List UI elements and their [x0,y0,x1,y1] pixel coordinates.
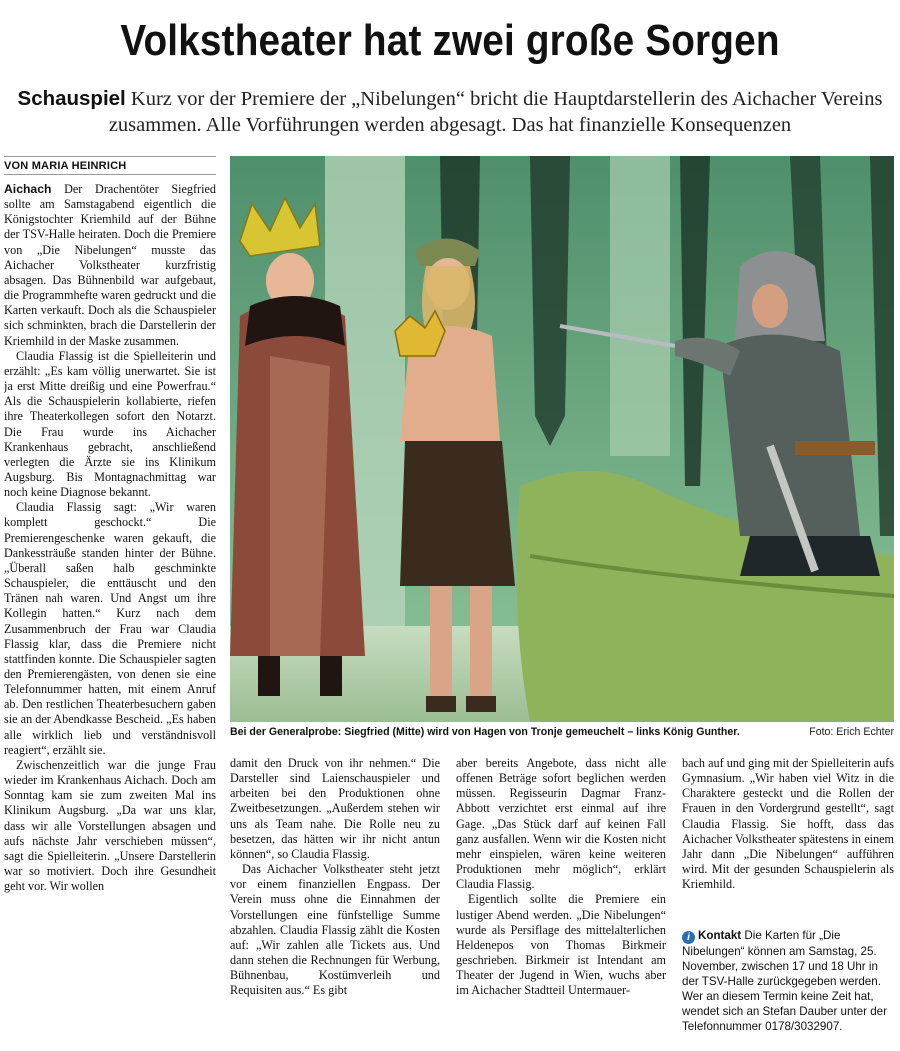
subhead [6,86,894,138]
article-paragraph: damit den Druck von ihr nehmen.“ Die Darsteller sind Laienschauspieler und arbeiten bei den Produktionen ohne Zweitbesetzungen. „Außerdem stehen wir uns als Team nahe. Die Rolle neu zu besetzen, das hätten wir ihr nicht antun können“, so Claudia Flassig. [230,756,440,861]
article-column-1 [4,182,216,1048]
dateline: Aichach [4,182,52,196]
stage-photo-illustration [230,156,894,722]
article-paragraph: Claudia Flassig ist die Spielleiterin und erzählt: „Es kam völlig unerwartet. Sie ist ja erst Mitte dreißig und eine Powerfrau.“ Als die Schauspielerin kollabierte, riefen ihre Theaterkollegen sofort den Notarzt. Die Frau wurde ins Aichacher Krankenhaus gebracht, anschließend verlegten die Ärzte sie ins Klinikum Augsburg. Bis Montagnachmittag war noch keine Diagnose bekannt. [4,348,216,500]
article-column-2 [230,756,440,1048]
article-paragraph [4,182,216,349]
caption-text: Bei der Generalprobe: Siegfried (Mitte) wird von Hagen von Tronje gemeuchelt – links König Gunther. [230,726,740,738]
stage-photo [230,156,894,722]
article-paragraph: aber bereits Angebote, dass nicht alle offenen Beträge sofort beglichen werden müssen. Regisseurin Dagmar Franz-Abbott verzichtet erst einmal auf ihre Gage. „Das Stück darf auf keinen Fall ganz ausfallen. Wenn wir die Kosten nicht mehr einspielen, wären keine weiteren Produktionen mehr möglich“, erklärt Claudia Flassig. [456,756,666,892]
article-paragraph: Das Aichacher Volkstheater steht jetzt vor einem finanziellen Engpass. Der Verein muss ohne die Einnahmen der Vorstellungen eine fünfstellige Summe abzahlen. Claudia Flassig zählt die Kosten auf: „Wir zahlen alle Tickets aus. Und dann stehen die Rechnungen für Werbung, Bühnenbau, Kostümverleih und Requisiten aus.“ Es gibt [230,862,440,998]
article-column-4 [682,756,894,916]
headline: Volkstheater hat zwei große Sorgen [120,16,780,65]
article-column-3 [456,756,666,1048]
article-paragraph: Zwischenzeitlich war die junge Frau wieder im Krankenhaus Aichach. Doch am Sonntag kam sie zum zweiten Mal ins Klinikum Augsburg. „Da war uns klar, dass wir alle Vorstellungen absagen und aufs nächste Jahr verschieben müssen“, sagt die Spielleiterin. „Unsere Darstellerin war so motiviert. Doch ihre Gesundheit geht vor. Wir wollen [4,757,216,894]
kontakt-text: Die Karten für „Die Nibelungen“ können am Samstag, 25. November, zwischen 17 und 18 Uhr in der TSV-Halle zurückgegeben werden. Wer an diesem Termin keine Zeit hat, wendet sich an Stefan Dauber unter der Telefonnummer 0178/3032907. [682,929,887,1033]
photo-caption [230,725,894,739]
article-paragraph: Claudia Flassig sagt: „Wir waren komplett geschockt.“ Die Premierengeschenke waren gekauft, die Dankessträuße standen hinter der Bühne. „Überall saßen halb geschminkte Schauspieler, die enttäuscht und den Tränen nah waren. Und Angst um ihre Kollegin hatten.“ Kurz nach dem Zusammenbruch der Frau war Claudia Flassig klar, dass die Premiere nicht stattfinden konnte. Die Schauspieler sagten den Premierengästen, von denen sie eine Telefonnummer hatten, mit einem Anruf ab. Den restlichen Theaterbesuchern gaben sie an der Abendkasse Bescheid. „Es haben alle wirklich lieb und verständnisvoll reagiert“, erzählt sie. [4,500,216,757]
article-paragraph: Eigentlich sollte die Premiere ein lustiger Abend werden. „Die Nibelungen“ wurde als Persiflage des mittelalterlichen Heldenepos von Thomas Birkmeir geschrieben. Birkmeir ist Intendant am Theater der Jugend in Wien, wuchs aber im Aichacher Stadtteil Untermauer- [456,892,666,998]
paragraph-text: Der Drachentöter Siegfried sollte am Samstagabend eigentlich die Königstochter Kriemhild auf der Bühne der TSV-Halle heiraten. Doch die Premiere von „Die Nibelungen“ musste das Aichacher Volkstheater kurzfristig absagen. Das Bühnenbild war aufgebaut, die Programmhefte waren gedruckt und die Karten verkauft. Doch als die Schauspieler sich schminkten, brach die Darstellerin der Kriemhild in der Maske zusammen. [4,182,216,348]
byline: VON MARIA HEINRICH [4,156,216,175]
kontakt-box [682,928,894,1034]
subhead-kicker: Schauspiel [17,87,126,110]
photo-credit: Foto: Erich Echter [809,726,894,738]
article-paragraph: bach auf und ging mit der Spielleiterin aufs Gymnasium. „Wir haben viel Witz in die Charaktere gesteckt und die Rollen der Frauen in den Vordergrund gestellt“, sagt Claudia Flassig. Sie hofft, dass das Aichacher Volkstheater spätestens in einem Jahr dann „Die Nibelungen“ aufführen wird. Mit der gesunden Schauspielerin als Kriemhild. [682,756,894,892]
kontakt-label: Kontakt [698,929,742,942]
subhead-text: Kurz vor der Premiere der „Nibelungen“ bricht die Hauptdarstellerin des Aichacher Vereins zusammen. Alle Vorführungen werden abgesagt. Das hat finanzielle Konsequenzen [108,88,883,136]
info-icon: i [682,931,695,944]
